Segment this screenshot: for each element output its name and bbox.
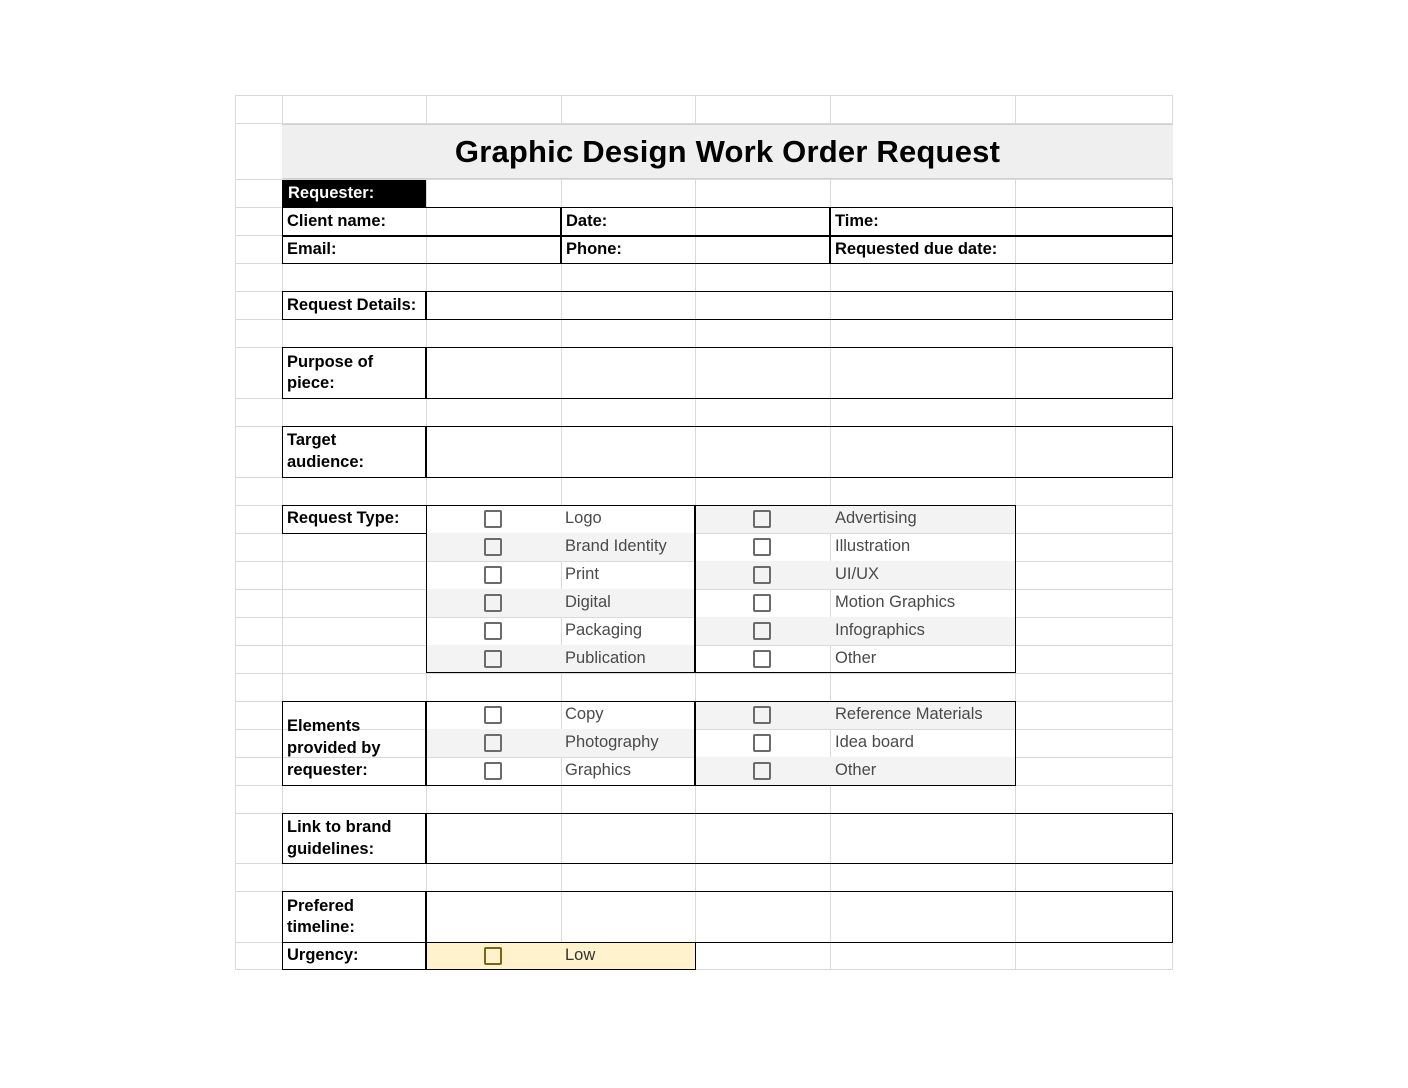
urgency-checkbox[interactable] [484, 947, 502, 965]
timeline-label-line1: Prefered [287, 897, 354, 915]
option-graphics: Graphics [565, 761, 632, 779]
audience-label-line2: audience: [287, 453, 365, 471]
urgency-option: Low [565, 946, 596, 964]
infographics-checkbox[interactable] [753, 622, 771, 640]
option-copy: Copy [565, 705, 604, 723]
audience-field[interactable] [428, 428, 1171, 476]
logo-checkbox[interactable] [484, 510, 502, 528]
digital-checkbox[interactable] [484, 594, 502, 612]
time-label: Time: [835, 212, 879, 230]
option-advertising: Advertising [835, 509, 917, 527]
requester-heading: Requester: [288, 184, 375, 202]
option-photography: Photography [565, 733, 659, 751]
request-type-other-checkbox[interactable] [753, 650, 771, 668]
option-motion-graphics: Motion Graphics [835, 593, 956, 611]
elements-label-line2: provided by [287, 739, 381, 757]
option-brand-identity: Brand Identity [565, 537, 667, 555]
option-packaging: Packaging [565, 621, 643, 639]
due-date-label: Requested due date: [835, 240, 998, 258]
phone-field[interactable] [696, 236, 828, 262]
option-digital: Digital [565, 593, 611, 611]
request-details-label: Request Details: [287, 296, 417, 314]
option-logo: Logo [565, 509, 602, 527]
date-field[interactable] [696, 208, 828, 234]
email-field[interactable] [427, 236, 559, 262]
option-ui-ux: UI/UX [835, 565, 880, 583]
brand-identity-checkbox[interactable] [484, 538, 502, 556]
photography-checkbox[interactable] [484, 734, 502, 752]
purpose-field[interactable] [428, 349, 1171, 397]
date-label: Date: [566, 212, 608, 230]
client-name-label: Client name: [287, 212, 387, 230]
audience-label-line1: Target [287, 431, 337, 449]
timeline-label-line2: timeline: [287, 918, 355, 936]
phone-label: Phone: [566, 240, 622, 258]
client-name-field[interactable] [427, 208, 559, 234]
print-checkbox[interactable] [484, 566, 502, 584]
option-idea-board: Idea board [835, 733, 914, 751]
request-type-label: Request Type: [287, 509, 400, 527]
page-title: Graphic Design Work Order Request [282, 124, 1173, 179]
packaging-checkbox[interactable] [484, 622, 502, 640]
urgency-label: Urgency: [287, 946, 359, 964]
graphics-checkbox[interactable] [484, 762, 502, 780]
illustration-checkbox[interactable] [753, 538, 771, 556]
elements-label-line3: requester: [287, 761, 368, 779]
publication-checkbox[interactable] [484, 650, 502, 668]
brand-link-label-line1: Link to brand [287, 818, 392, 836]
ui-ux-checkbox[interactable] [753, 566, 771, 584]
purpose-label-line2: piece: [287, 374, 335, 392]
option-print: Print [565, 565, 599, 583]
motion-graphics-checkbox[interactable] [753, 594, 771, 612]
request-type-options-table [426, 505, 1016, 673]
request-details-field[interactable] [428, 293, 1171, 319]
elements-label-line1: Elements [287, 717, 361, 735]
idea-board-checkbox[interactable] [753, 734, 771, 752]
elements-other-checkbox[interactable] [753, 762, 771, 780]
timeline-field[interactable] [428, 893, 1171, 941]
reference-materials-checkbox[interactable] [753, 706, 771, 724]
advertising-checkbox[interactable] [753, 510, 771, 528]
time-field[interactable] [1016, 208, 1171, 234]
brand-link-label-line2: guidelines: [287, 840, 375, 858]
option-infographics: Infographics [835, 621, 925, 639]
due-date-field[interactable] [1016, 236, 1171, 262]
option-elements-other: Other [835, 761, 877, 779]
email-label: Email: [287, 240, 337, 258]
purpose-label-line1: Purpose of [287, 353, 374, 371]
brand-link-field[interactable] [428, 815, 1171, 862]
option-illustration: Illustration [835, 537, 911, 555]
option-publication: Publication [565, 649, 646, 667]
copy-checkbox[interactable] [484, 706, 502, 724]
option-reference-materials: Reference Materials [835, 705, 983, 723]
option-request-type-other: Other [835, 649, 877, 667]
